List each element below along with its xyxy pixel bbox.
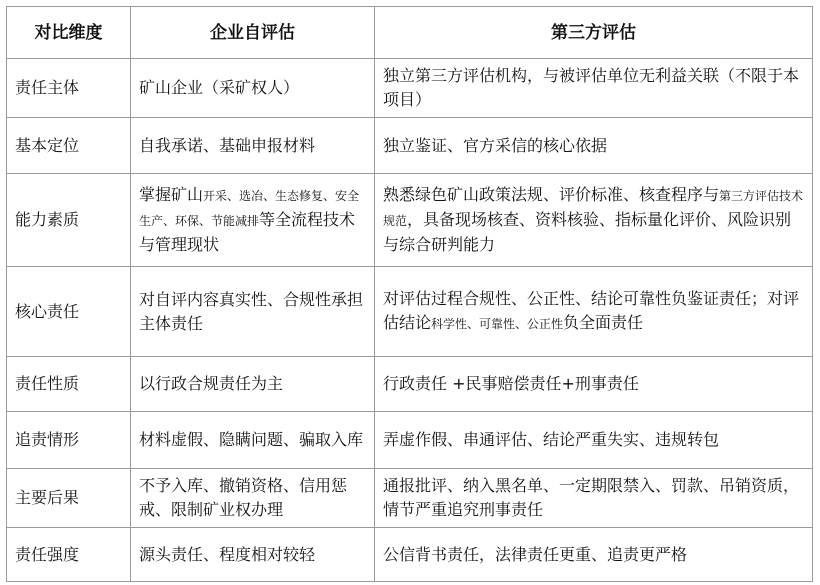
row-self-assessment <box>131 528 375 582</box>
cell-text: 公信背书责任，法律责任更重、追责更严格 <box>383 544 688 564</box>
comparison-table-container <box>6 6 813 582</box>
row-dimension: 追责情形 <box>7 412 131 469</box>
cell-text: 源头责任、程度相对较轻 <box>139 544 316 564</box>
cell-text-small: 开采、选冶、生态修复、安全生产、环保、节能减排 <box>139 189 360 228</box>
comparison-table <box>6 6 813 582</box>
row-third-party <box>375 267 813 357</box>
header-self-assessment: 企业自评估 <box>131 7 375 59</box>
row-dimension: 基本定位 <box>7 118 131 174</box>
row-third-party <box>375 118 813 174</box>
cell-text: 自我承诺、基础申报材料 <box>139 135 316 155</box>
row-dimension: 责任主体 <box>7 59 131 118</box>
row-third-party <box>375 469 813 528</box>
header-row <box>7 7 813 59</box>
cell-text: 弄虚作假、串通评估、结论严重失实、违规转包 <box>383 430 720 449</box>
cell-text: 等全流程技术与管理现状 <box>139 210 356 254</box>
table-row <box>7 357 813 412</box>
table-row <box>7 267 813 357</box>
row-self-assessment <box>131 469 375 528</box>
cell-text-small: 第三方评估技术规范 <box>383 189 804 228</box>
cell-text: 对自评内容真实性、合规性承担主体责任 <box>139 289 364 333</box>
row-third-party <box>375 174 813 267</box>
row-dimension: 主要后果 <box>7 469 131 528</box>
cell-text: 熟悉绿色矿山政策法规、评价标准、核查程序与 <box>383 185 720 204</box>
row-self-assessment <box>131 118 375 174</box>
cell-text: 不予入库、撤销资格、信用惩戒、限制矿业权办理 <box>139 476 348 519</box>
row-third-party <box>375 528 813 582</box>
row-self-assessment <box>131 59 375 118</box>
row-dimension: 核心责任 <box>7 267 131 357</box>
cell-text: ，具备现场核查、资料核验、指标量化评价、风险识别与综合研判能力 <box>383 210 792 254</box>
row-self-assessment <box>131 174 375 267</box>
table-row <box>7 469 813 528</box>
table-row <box>7 174 813 267</box>
cell-text: 材料虚假、隐瞒问题、骗取入库 <box>139 430 364 449</box>
cell-text: 独立第三方评估机构，与被评估单位无利益关联（不限于本项目） <box>383 66 800 109</box>
row-third-party <box>375 59 813 118</box>
cell-text: 矿山企业（采矿权人） <box>139 78 300 97</box>
row-self-assessment <box>131 267 375 357</box>
row-dimension: 责任强度 <box>7 528 131 582</box>
row-third-party <box>375 357 813 412</box>
row-self-assessment <box>131 357 375 412</box>
cell-text: 独立鉴证、官方采信的核心依据 <box>383 135 608 155</box>
table-row <box>7 528 813 582</box>
table-row <box>7 118 813 174</box>
row-third-party <box>375 412 813 469</box>
cell-text: 对评估过程合规性、公正性、结论可靠性负鉴证责任；对评估结论 <box>383 289 800 332</box>
row-dimension: 责任性质 <box>7 357 131 412</box>
cell-text: 以行政合规责任为主 <box>139 374 284 393</box>
row-dimension: 能力素质 <box>7 174 131 267</box>
row-self-assessment <box>131 412 375 469</box>
cell-text: 行政责任 +民事赔偿责任+刑事责任 <box>383 374 639 393</box>
cell-text-small: 科学性、可靠性、公正性 <box>431 317 564 331</box>
cell-text: 通报批评、纳入黑名单、一定期限禁入、罚款、吊销资质，情节严重追究刑事责任 <box>383 476 800 519</box>
table-row <box>7 59 813 118</box>
cell-text: 掌握矿山 <box>139 185 204 204</box>
cell-text: 负全面责任 <box>563 313 644 332</box>
header-dimension: 对比维度 <box>7 7 131 59</box>
table-row <box>7 412 813 469</box>
header-third-party: 第三方评估 <box>375 7 813 59</box>
